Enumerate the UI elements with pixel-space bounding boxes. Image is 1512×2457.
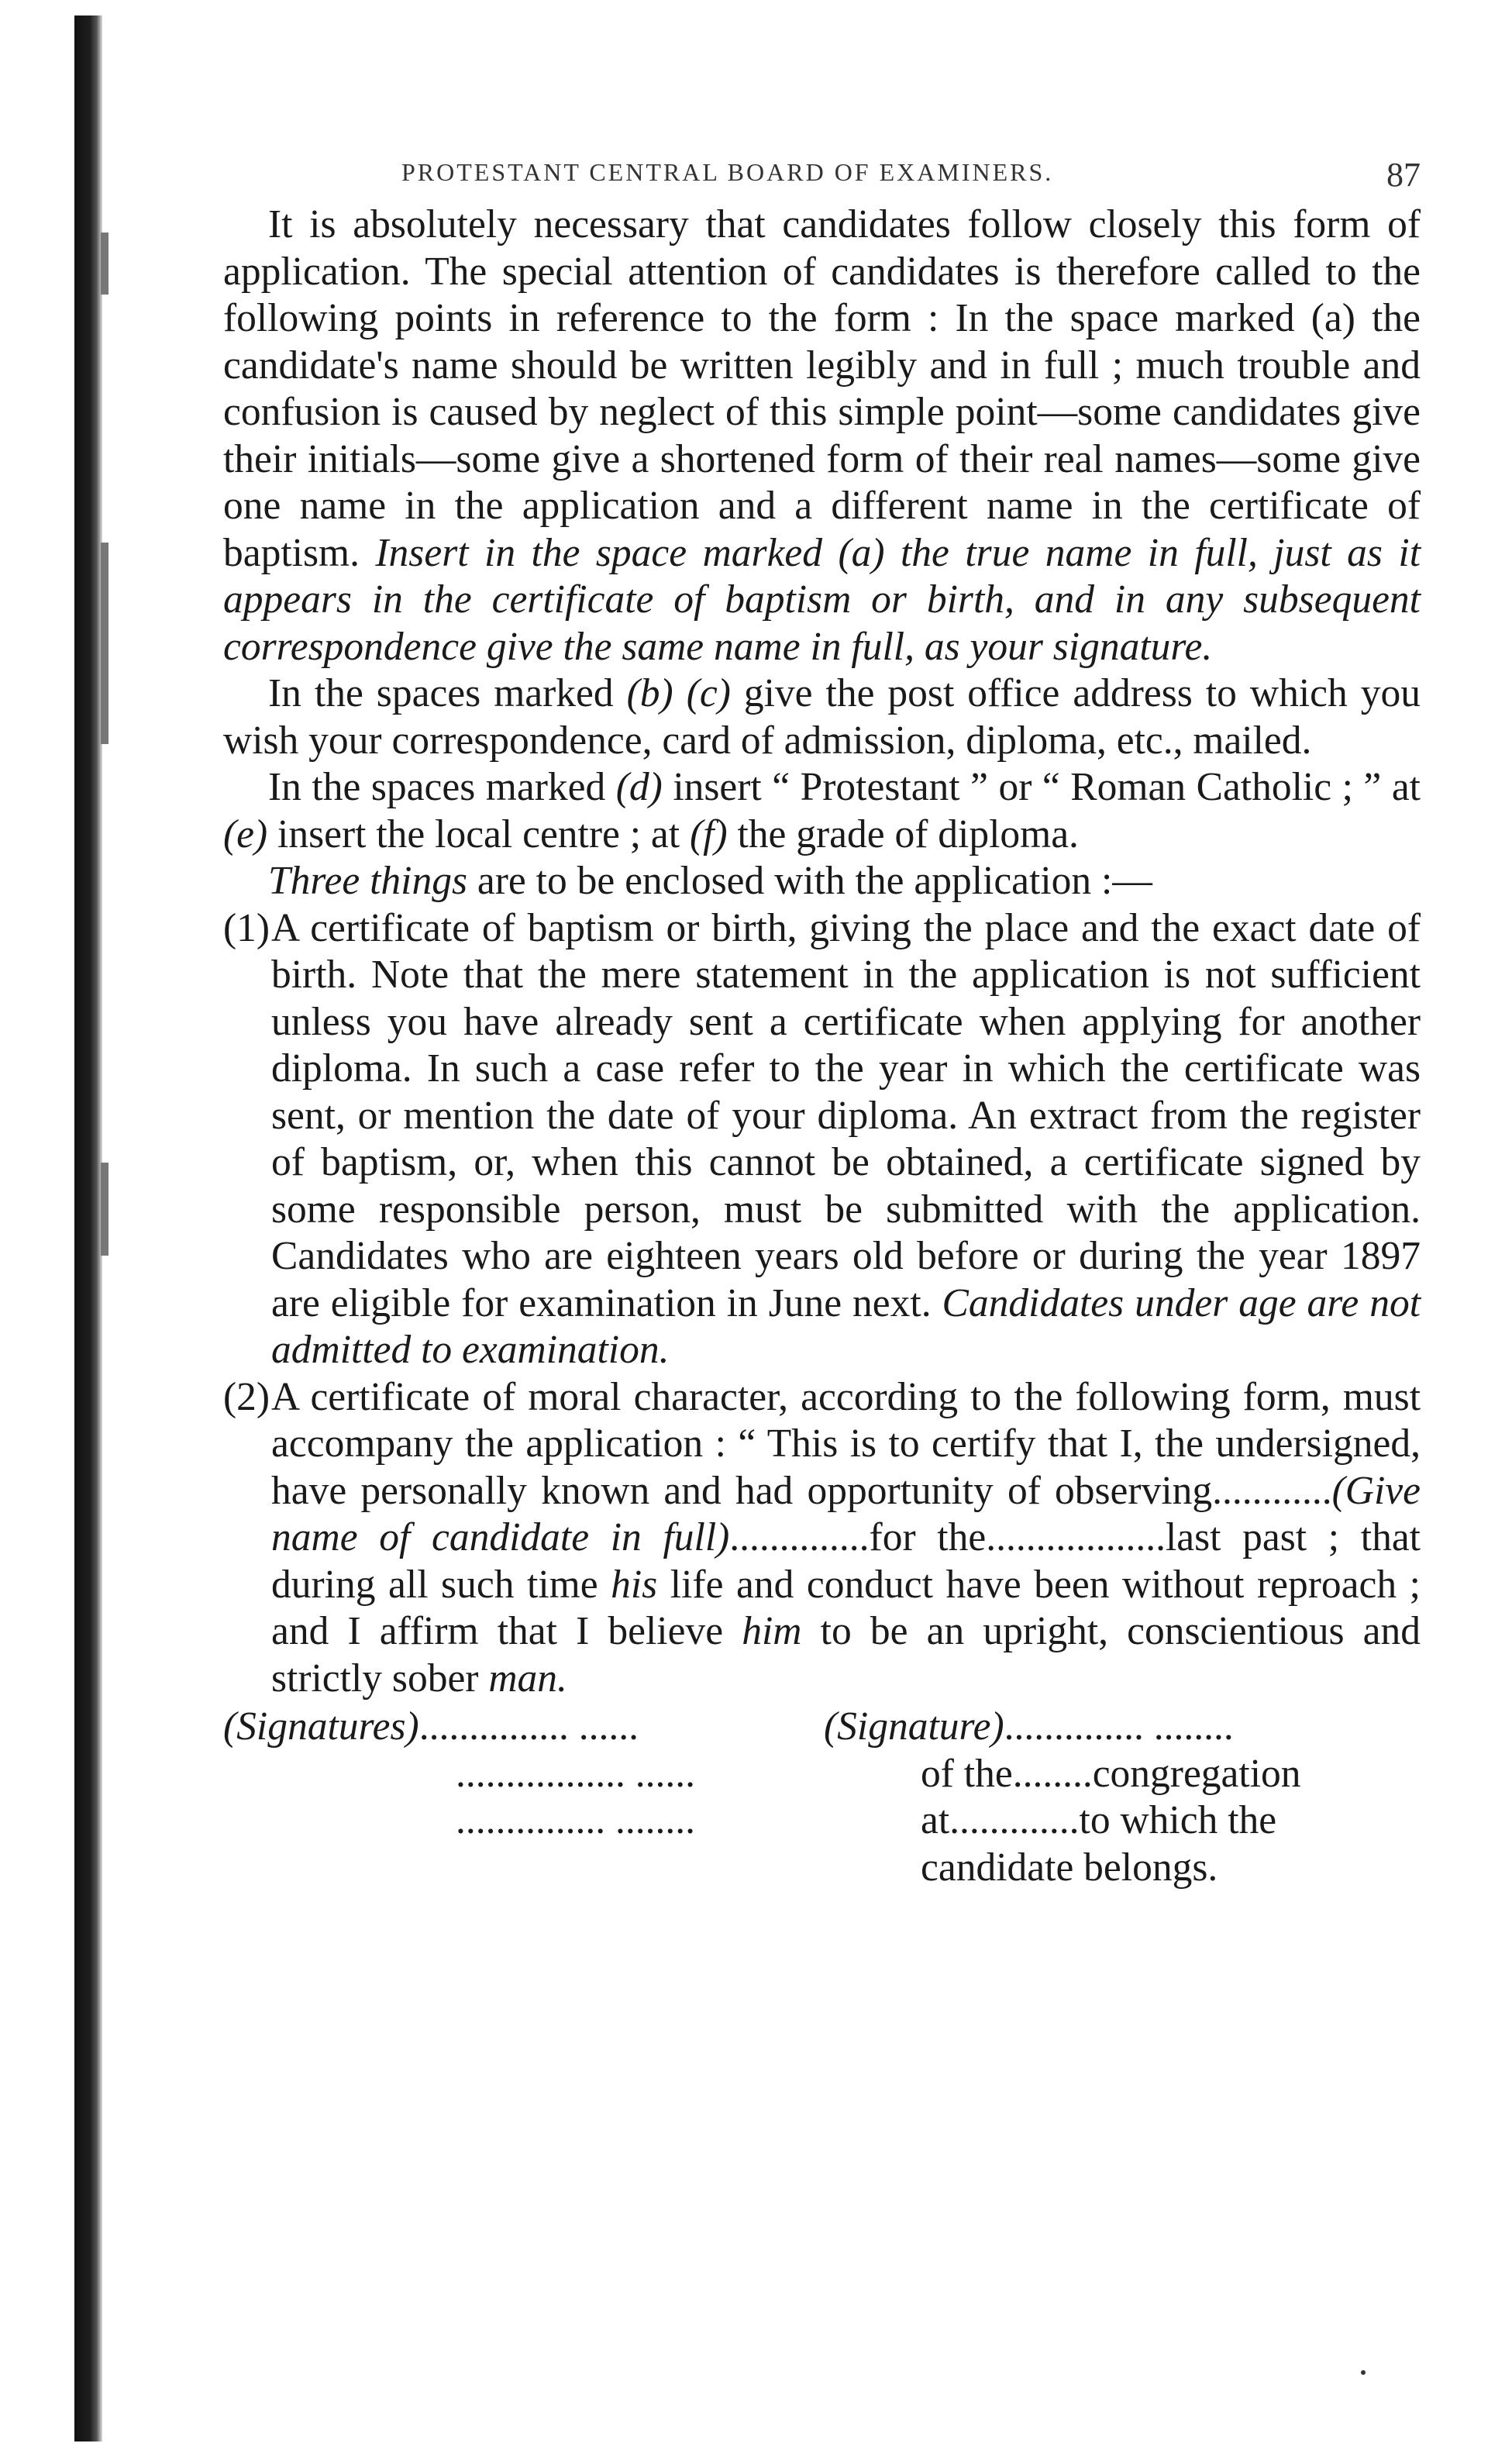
paragraph-form-instructions (223, 202, 1421, 670)
italic-note: Candidates under age are not admitted to examination. (271, 1280, 1421, 1372)
signature-line (824, 1704, 1234, 1751)
field-marker-e: (e) (223, 812, 268, 856)
binding-speck (101, 1163, 108, 1256)
candidate-belongs-line: candidate belongs. (921, 1845, 1218, 1890)
text-run: to be an upright, conscientious and strictly sober (271, 1609, 1421, 1701)
page-number: 87 (1386, 156, 1421, 194)
body-text (223, 202, 1421, 1702)
book-page (223, 155, 1421, 1891)
dotted-leader: .............. ........ (1004, 1704, 1234, 1749)
list-item-text: A certificate of moral character, according to the following form, must accompany the application : “ This is to certify that I, the undersigned, have personally known and had opportunity of observing............ (271, 1374, 1421, 1513)
signature-block (223, 1704, 1421, 1891)
italic-word: him (742, 1609, 802, 1653)
signatures-line (223, 1704, 639, 1751)
paragraph-enclosures (223, 858, 1421, 905)
dotted-leader: ............... ...... (418, 1704, 639, 1749)
italic-word: his (611, 1562, 658, 1607)
list-item-character-certificate (223, 1374, 1421, 1703)
signature-row (223, 1704, 1421, 1751)
field-marker-d: (d) (615, 765, 663, 809)
binding-speck (101, 233, 108, 295)
text-run: In the spaces marked (268, 765, 616, 809)
paragraph-address (223, 670, 1421, 764)
italic-instruction: (Give name of candidate in full) (271, 1468, 1421, 1559)
book-binding-edge (74, 16, 102, 2441)
text-run: ..............for the..................last past ; that during all such time (271, 1515, 1421, 1607)
field-marker-f: (f) (689, 812, 728, 856)
text-run: In the spaces marked (268, 671, 627, 715)
list-item-baptism-certificate (223, 905, 1421, 1374)
signature-label: (Signature) (824, 1704, 1004, 1749)
italic-phrase: Three things (268, 859, 468, 903)
text-run: the grade of diploma. (727, 812, 1079, 856)
text-run: are to be enclosed with the application :— (467, 859, 1152, 903)
signature-row (223, 1845, 1421, 1892)
signatures-label: (Signatures) (223, 1704, 419, 1749)
text-run: life and conduct have been without reproach ; and I affirm that I believe (271, 1562, 1421, 1653)
location-line: at.............to which the (921, 1798, 1277, 1842)
field-marker-c: (c) (686, 671, 731, 715)
signature-row (223, 1751, 1421, 1798)
paragraph-religion-centre (223, 764, 1421, 858)
italic-word: man. (488, 1656, 567, 1701)
text-run: insert “ Protestant ” or “ Roman Catholic ; ” at (662, 765, 1421, 809)
list-item-text: A certificate of baptism or birth, giving the place and the exact date of birth. Note that the mere statement in the application is not sufficient unless you have already sent a certificate when applying for another diploma. In such a case refer to the year in which the certificate was sent, or mention the date of your diploma. An extract from the register of baptism, or, when this cannot be obtained, a certificate signed by some responsible person, must be submitted with the application. Candidates who are eighteen years old before or during the year 1897 are eligible for examination in June next. (271, 905, 1421, 1325)
list-number: (1) (223, 905, 270, 950)
field-marker-b: (b) (626, 671, 673, 715)
dotted-leader: ............... ........ (456, 1798, 695, 1842)
stray-print-mark (1361, 2370, 1366, 2375)
dotted-leader: ................. ...... (456, 1751, 695, 1796)
running-title: PROTESTANT CENTRAL BOARD OF EXAMINERS. (401, 158, 1054, 186)
paragraph-text: It is absolutely necessary that candidates follow closely this form of application. The special attention of candidates is therefore called to the following points in reference to the form : In the space marked (a) the candidate's name should be written legibly and in full ; much trouble and confusion is caused by neglect of this simple point—some candidates give their initials—some give a shortened form of their real names—some give one name in the application and a different name in the certificate of baptism. (223, 202, 1421, 575)
italic-instruction: Insert in the space marked (a) the true name in full, just as it appears in the certificate of baptism or birth, and in any subsequent correspondence give the same name in full, as your signature. (223, 530, 1421, 669)
running-head (223, 155, 1421, 202)
binding-speck (101, 543, 108, 744)
congregation-line: of the........congregation (921, 1751, 1301, 1796)
list-number: (2) (223, 1374, 270, 1419)
text-run: give the post office address to which you wish your correspondence, card of admission, diploma, etc., mailed. (223, 671, 1421, 763)
signature-row (223, 1797, 1421, 1845)
text-run: insert the local centre ; at (267, 812, 690, 856)
